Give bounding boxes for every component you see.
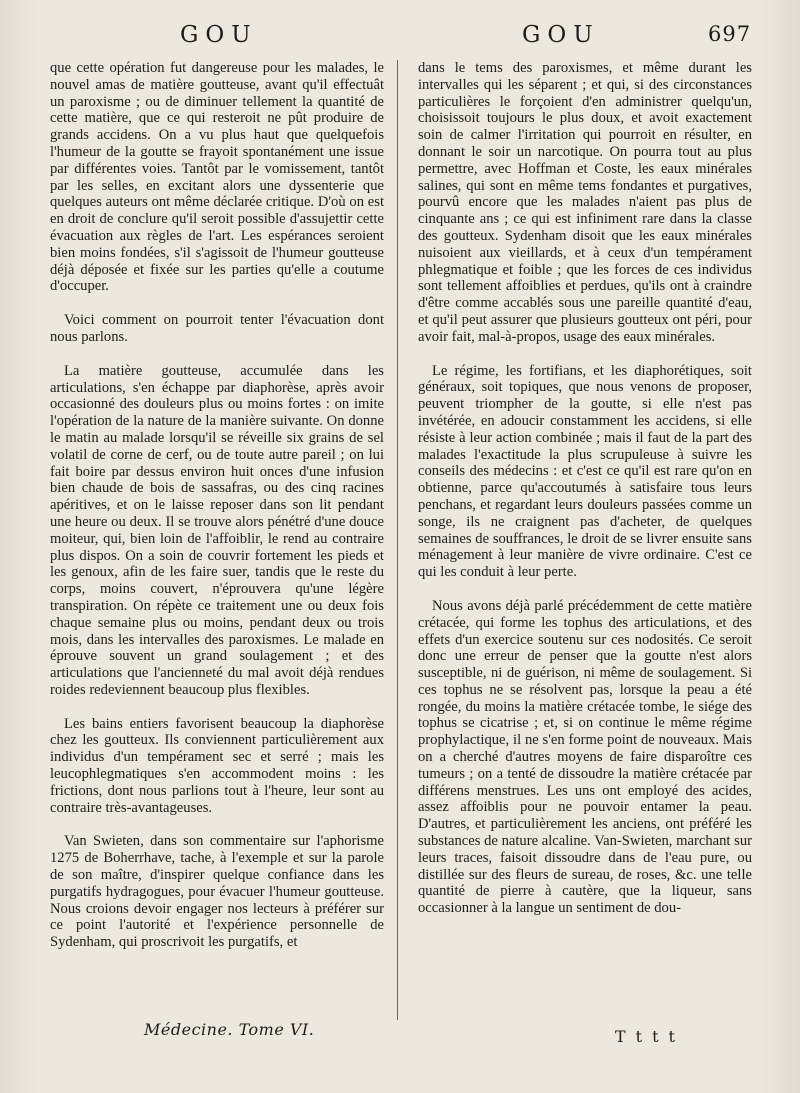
paragraph: Van Swieten, dans son commentaire sur l'aphorisme 1275 de Boherrhave, tache, à l'exemple et sur la parole de son maître, d'inspirer quelque confiance dans les purgatifs hydragogues, pour évacuer l'humeur goutteuse. Nous croions devoir engager nos lecteurs à préférer sur ce point l'autorité et l'expérience personnelle de Sydenham, qui proscrivoit les purgatifs, et: [50, 833, 384, 951]
running-head-left: GOU: [180, 22, 258, 48]
paragraph: La matière goutteuse, accumulée dans les articulations, s'en échappe par diaphorèse, après avoir occasionné des douleurs plus ou moins fortes : on imite l'opération de la nature de la manière suivante. On donne le matin au malade lorsqu'il se réveille six grains de sel volatil de corne de cerf, ou de toute autre pareil ; on lui fait boire par dessus environ huit onces d'une infusion bien chaude de bois de sassafras, ou des cinq racines apéritives, et on le laisse reposer dans son lit pendant une heure ou deux. Il se trouve alors pénétré d'une douce moiteur, qui, bien loin de l'affoiblir, le rend au contraire plus dispos. On a soin de couvrir fortement les pieds et les genoux, afin de les faire suer, tandis que le reste du corps, moins couvert, n'éprouvera qu'une légère transpiration. On répète ce traitement une ou deux fois chaque semaine plus ou moins, pendant deux ou trois mois, dans les intervalles des paroxismes. Le malade en éprouve souvent un grand soulagement ; et des articulations que l'ancienneté du mal avoit déjà rendues roides redeviennent beaucoup plus flexibles.: [50, 362, 384, 698]
running-head-right: GOU: [522, 22, 600, 48]
paragraph: dans le tems des paroxismes, et même durant les intervalles qui les séparent ; et qui, si des circonstances particulières le forçoient d'en administrer quelqu'un, choisissoit toujours le plus doux, et avoit exactement soin de calmer l'irritation qui pourroit en résulter, en donnant le soir un narcotique. On pourra tout au plus permettre, avec Hoffman et Coste, les eaux minérales salines, qui sont en même tems fondantes et purgatives, pourvû encore que les malades n'aient pas plus de cinquante ans ; ce qui est infiniment rare dans la classe des goutteux. Sydenham disoit que les eaux minérales nuisoient aux vieillards, et à ceux d'un tempérament phlegmatique et foible ; que les forces de ces individus sont tellement affoiblies et perdues, qu'ils ont à craindre d'être comme accablés sous une pareille quantité d'eau, et qu'il peut assurer que plusieurs goutteux ont péri, pour avoir fait, mal-à-propos, usage des eaux minérales.: [418, 60, 752, 345]
paragraph: Les bains entiers favorisent beaucoup la diaphorèse chez les goutteux. Ils conviennent particulièrement aux individus d'un tempérament sec et serré ; mais les leucophlegmatiques s'en accommodent moins : les frictions, dont nous parlions tout à l'heure, leur sont au contraire très-avantageuses.: [50, 715, 384, 816]
paragraph: Nous avons déjà parlé précédemment de cette matière crétacée, qui forme les tophus des articulations, et des effets d'un exercice soutenu sur ces nodosités. Ce seroit donc une erreur de penser que la goutte n'est alors susceptible, ni de guérison, ni même de soulagement. Si ces tophus ne se résolvent pas, lorsque la peau a été rongée, du moins la matière crétacée tombe, le siége des tophus se cicatrise ; et, si on continue le même régime prophylactique, il ne s'en forme point de nouveaux. Mais on a cherché d'autres moyens de faire disparoître ces tumeurs ; on a tenté de dissoudre la matière crétacée par différens menstrues. Les uns ont employé des acides, assez affoiblis pour ne pouvoir entamer la peau. D'autres, et particulièrement les anciens, ont préféré les substances de nature alcaline. Van-Swieten, marchant sur leurs traces, faisoit dissoudre dans de l'eau pure, ou distillée sur des fleurs de sureau, de roses, &c. une telle quantité de pierre à cautère, que la liqueur, sans occasionner à la langue un sentiment de dou-: [418, 597, 752, 917]
paragraph: que cette opération fut dangereuse pour les malades, le nouvel amas de matière goutteuse, avant qu'il effectuât un paroxisme ; ou de diminuer tellement la quantité de cette matière, que ce qui resteroit ne pût produire de grands accidens. On a vu plus haut que quelquefois l'humeur de la goutte se frayoit spontanément une issue par différentes voies. Tantôt par le vomissement, tantôt par les selles, en excitant alors une dyssenterie que quelques auteurs ont même déclarée critique. D'où on est en droit de conclure qu'il seroit possible d'assujettir cette évacuation aux règles de l'art. Les espérances seroient bien moins fondées, s'il s'agissoit de l'humeur goutteuse déjà déposée et fixée sur les parties qu'elle a coutume d'occuper.: [50, 60, 384, 295]
column-divider: [397, 60, 398, 1020]
page-number: 697: [708, 22, 752, 46]
signature-mark: Tttt: [615, 1027, 685, 1046]
paragraph: Le régime, les fortifians, et les diaphorétiques, soit généraux, soit topiques, que nous venons de proposer, peuvent triompher de la goutte, si elle n'est pas invétérée, en adoucir constamment les accidens, si elle résiste à leur action combinée ; mais il faut de la part des malades l'exactitude la plus scrupuleuse à suivre les conseils des médecins : et c'est ce qu'il est rare qu'on en obtienne, parce qu'accoutumés à satisfaire tous leurs penchans, et regardant leurs douleurs passées comme un songe, ils ne craignent pas d'acheter, de quelques semaines de souffrances, le droit de se livrer ensuite sans ménagement à leur manière de vivre ordinaire. C'est ce qui les conduit à leur perte.: [418, 362, 752, 581]
right-column: [418, 60, 752, 917]
left-column: [50, 60, 384, 951]
volume-title: Médecine. Tome VI.: [144, 1020, 315, 1039]
running-header: [0, 22, 800, 50]
paragraph: Voici comment on pourroit tenter l'évacuation dont nous parlons.: [50, 312, 384, 345]
